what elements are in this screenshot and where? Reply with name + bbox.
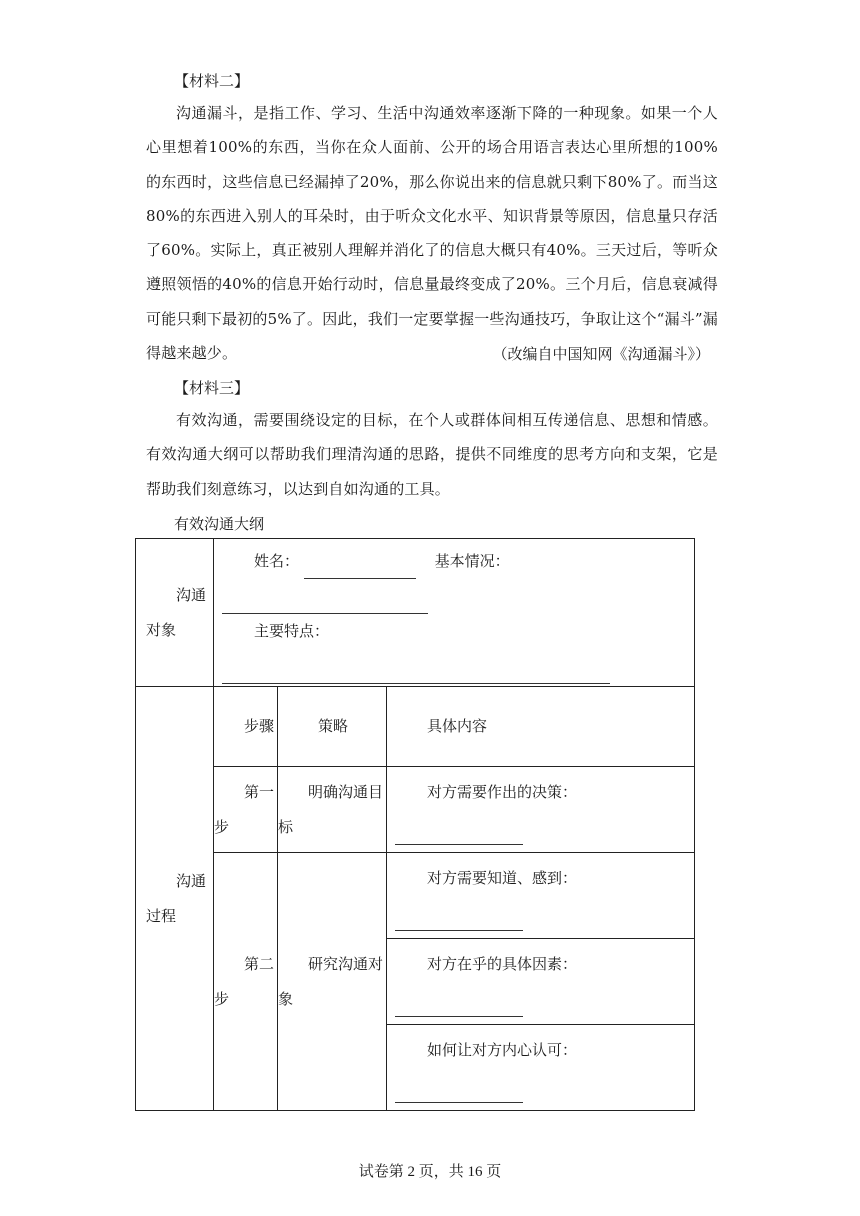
header-step: 步骤 xyxy=(214,687,278,767)
header-content: 具体内容 xyxy=(387,687,695,767)
step2-content-1: 对方需要知道、感到： xyxy=(427,868,578,887)
features-blank[interactable] xyxy=(222,665,610,684)
header-row xyxy=(136,687,695,767)
step2-content-2: 对方在乎的具体因素： xyxy=(427,954,578,973)
communication-outline-table xyxy=(135,538,695,1111)
object-label: 沟通对象 xyxy=(136,539,214,687)
step1-content-cell xyxy=(387,767,695,853)
page-footer: 试卷第 2 页，共 16 页 xyxy=(358,1164,502,1180)
step2-blank-1[interactable] xyxy=(395,912,523,931)
step2-blank-3[interactable] xyxy=(395,1084,523,1103)
table-caption: 有效沟通大纲 xyxy=(174,515,265,533)
step2-label: 第二步 xyxy=(214,853,278,1111)
object-info-cell xyxy=(214,539,695,687)
step2-content-1-cell xyxy=(387,853,695,939)
material2-paragraph: 沟通漏斗，是指工作、学习、生活中沟通效率逐渐下降的一种现象。如果一个人心里想着100%的东西，当你在众人面前、公开的场合用语言表达心里所想的100%的东西时，这些信息已经漏掉了20%，那么你说出来的信息就只剩下80%了。而当这80%的东西进入别人的耳朵时，由于听众文化水平、知识背景等原因，信息量只存活了60%。实际上，真正被别人理解并消化了的信息大概只有40%。三天过后，等听众遵照领悟的40%的信息开始行动时，信息量最终变成了20%。三个月后，信息衰减得可能只剩下最初的5%了。因此，我们一定要掌握一些沟通技巧，争取让这个“漏斗”漏得越来越少。 xyxy=(146,104,718,363)
name-blank[interactable] xyxy=(304,560,416,579)
basic-label: 基本情况： xyxy=(434,552,510,570)
step2-line-1 xyxy=(395,896,694,931)
step2-content-3: 如何让对方内心认可： xyxy=(427,1040,578,1059)
basic-line xyxy=(222,579,686,614)
features-line xyxy=(222,649,686,684)
header-strategy: 策略 xyxy=(278,687,387,767)
process-label: 沟通过程 xyxy=(136,687,214,1111)
material2-heading: 【材料二】 xyxy=(174,72,250,90)
material3-heading: 【材料三】 xyxy=(174,379,250,397)
features-label: 主要特点： xyxy=(254,622,330,640)
material3-paragraph: 有效沟通，需要围绕设定的目标，在个人或群体间相互传递信息、思想和情感。有效沟通大纲可以帮助我们理清沟通的思路，提供不同维度的思考方向和支架，它是帮助我们刻意练习，以达到自如沟通的工具。 xyxy=(146,411,718,498)
step1-strategy: 明确沟通目标 xyxy=(278,767,387,853)
name-label: 姓名： xyxy=(254,552,300,570)
step2-line-3 xyxy=(395,1068,694,1103)
material2-source: （改编自中国知网《沟通漏斗》） xyxy=(492,345,710,363)
step1-line xyxy=(395,810,694,845)
step1-row xyxy=(136,767,695,853)
step1-label: 第一步 xyxy=(214,767,278,853)
step2-content-3-cell xyxy=(387,1025,695,1111)
step2-line-2 xyxy=(395,982,694,1017)
step2-strategy: 研究沟通对象 xyxy=(278,853,387,1111)
step2-row-1 xyxy=(136,853,695,939)
basic-blank[interactable] xyxy=(222,595,428,614)
step2-blank-2[interactable] xyxy=(395,998,523,1017)
step1-content: 对方需要作出的决策： xyxy=(427,782,578,801)
step2-content-2-cell xyxy=(387,939,695,1025)
name-line xyxy=(222,544,686,579)
step1-blank[interactable] xyxy=(395,826,523,845)
object-row xyxy=(136,539,695,687)
